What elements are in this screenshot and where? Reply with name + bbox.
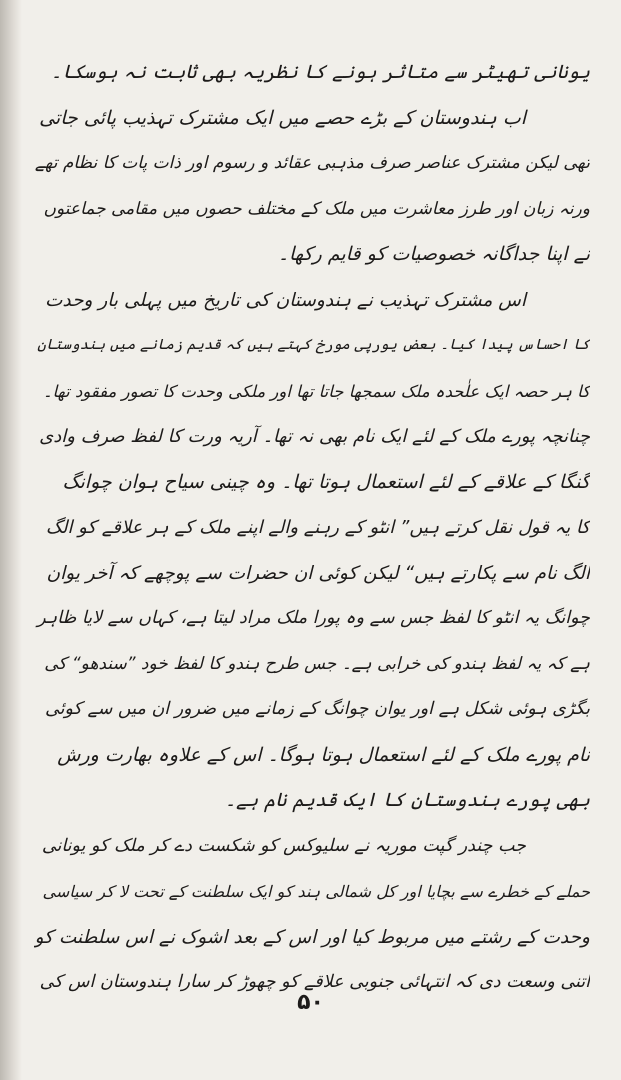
text-line: یونانی تھیٹر سے متاثر ہونے کا نظریہ بھی ثابت نہ ہوسکا۔ (50, 61, 590, 83)
page-number: ۵۰ (297, 990, 324, 1015)
text-line: اس مشترک تہذیب نے ہندوستان کی تاریخ میں پہلی بار وحدت (44, 289, 526, 311)
text-line: بگڑی ہوئی شکل ہے اور یوان چوانگ کے زمانے میں ضرور ان میں سے کوئی (45, 699, 590, 719)
text-line: چوانگ یہ انٹو کا لفظ جس سے وہ پورا ملک مراد لیتا ہے، کہاں سے لایا ظاہر (37, 608, 590, 628)
text-line: ورنہ زبان اور طرز معاشرت میں ملک کے مختلف حصوں میں مقامی جماعتوں (43, 198, 590, 219)
text-line: نے اپنا جداگانہ خصوصیات کو قایم رکھا۔ (277, 243, 590, 265)
text-line: بھی پورے ہندوستان کا ایک قدیم نام ہے۔ (224, 789, 590, 811)
text-line: گنگا کے علاقے کے لئے استعمال ہوتا تھا۔ وہ چینی سیاح ہوان چوانگ (62, 470, 590, 493)
text-line: نام پورے ملک کے لئے استعمال ہوتا ہوگا۔ اس کے علاوہ بھارت ورش (57, 743, 590, 766)
text-line: وحدت کے رشتے میں مربوط کیا اور اس کے بعد اشوک نے اس سلطنت کو (34, 926, 590, 948)
body-text (34, 50, 590, 1006)
text-line: کا ہر حصہ ایک علٰحدہ ملک سمجھا جاتا تھا اور ملکی وحدت کا تصور مفقود تھا۔ (42, 381, 590, 401)
text-line: تھی لیکن مشترک عناصر صرف مذہبی عقائد و رسوم اور ذات پات کا نظام تھے (34, 153, 590, 173)
text-line: اب ہندوستان کے بڑے حصے میں ایک مشترک تہذیب پائی جاتی (39, 106, 526, 129)
text-line: اتنی وسعت دی کہ انتہائی جنوبی علاقے کو چھوڑ کر سارا ہندوستان اس کی (39, 972, 590, 992)
text-line: ہے کہ یہ لفظ ہندو کی خرابی ہے۔ جس طرح ہندو کا لفظ خود ”سندھو“ کی (44, 653, 590, 674)
text-line: کا احساس پیدا کیا۔ بعض یورپی مورخ کہتے ہیں کہ قدیم زمانے میں ہندوستان (37, 337, 590, 353)
text-line: حملے کے خطرے سے بچایا اور کل شمالی ہند کو ایک سلطنت کے تحت لا کر سیاسی (42, 882, 590, 901)
text-line: جب چندر گپت موریہ نے سلیوکس کو شکست دے کر ملک کو یونانی (41, 835, 526, 856)
text-line: چنانچہ پورے ملک کے لئے ایک نام بھی نہ تھا۔ آریہ ورت کا لفظ صرف وادی (39, 426, 590, 447)
text-line: الگ نام سے پکارتے ہیں“ لیکن کوئی ان حضرات سے پوچھے کہ آخر یوان (46, 562, 590, 584)
binding-shadow (0, 0, 22, 1080)
text-line: کا یہ قول نقل کرتے ہیں” انٹو کے رہنے والے اپنے ملک کے ہر علاقے کو الگ (45, 517, 590, 538)
